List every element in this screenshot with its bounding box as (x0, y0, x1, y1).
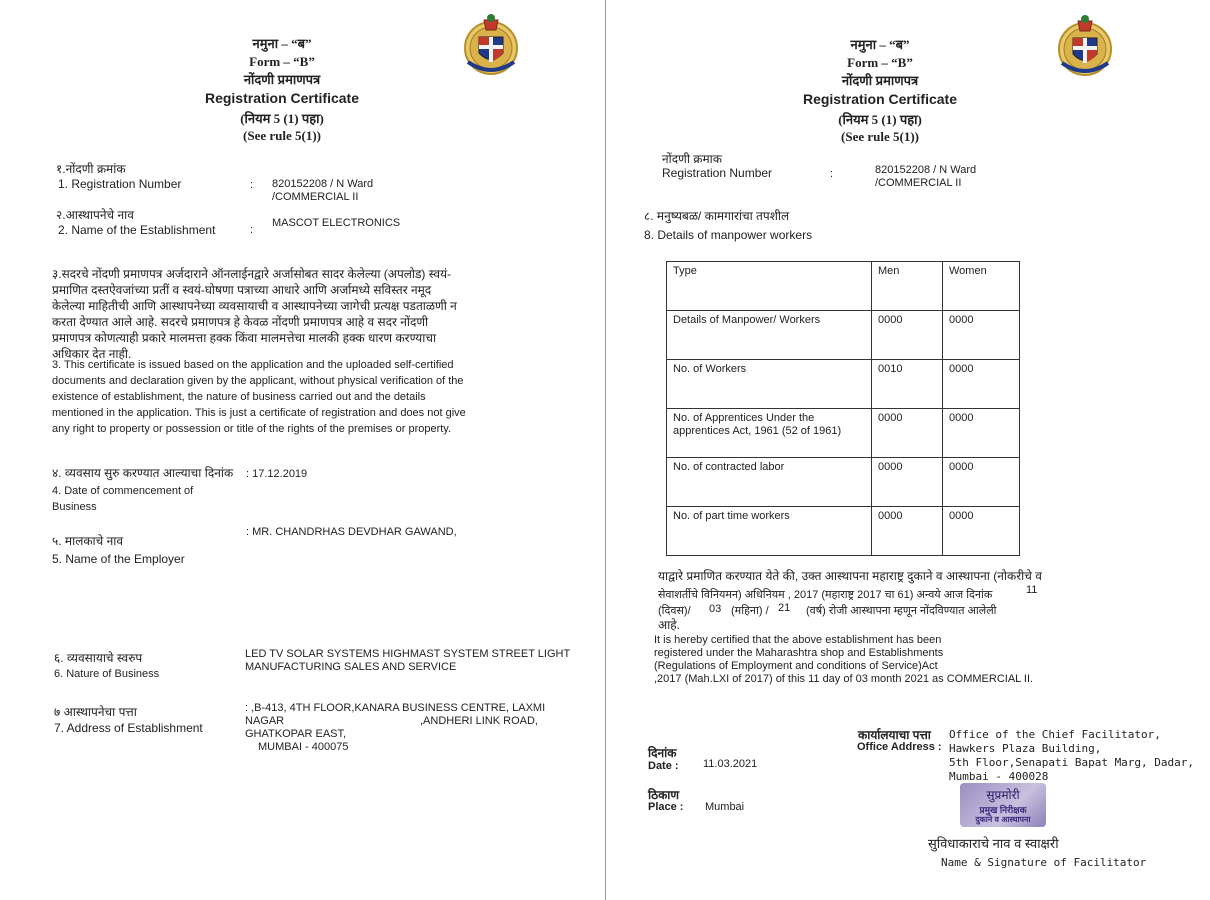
certification-marathi-line-4: आहे. (658, 618, 680, 632)
row-type: No. of contracted labor (667, 458, 872, 507)
issue-date: 11.03.2021 (703, 758, 758, 770)
form-label: Form – “B” (249, 54, 315, 69)
row-type: Details of Manpower/ Workers (667, 311, 872, 360)
cert-year: 21 (778, 602, 791, 614)
office-address-line-2: Hawkers Plaza Building, (949, 742, 1102, 755)
row-women: 0000 (943, 409, 1020, 458)
manpower-table (666, 261, 1020, 556)
address-line-4: MUMBAI - 400075 (258, 741, 349, 753)
table-row (667, 458, 1020, 507)
stamp-signature: सुप्रमोरी (986, 788, 1020, 802)
nature-value: LED TV SOLAR SYSTEMS HIGHMAST SYSTEM STREET LIGHT MANUFACTURING SALES AND SERVICE (245, 648, 570, 673)
row-men: 0000 (872, 409, 943, 458)
office-address-line-4: Mumbai - 400028 (949, 770, 1049, 783)
manpower-heading-marathi: ८. मनुष्यबळ/ कामगारांचा तपशील (644, 209, 790, 223)
commence-label-marathi: ४. व्यवसाय सुरु करण्यात आल्याचा दिनांक (52, 466, 234, 480)
certification-marathi-line-3b: (महिना) / (731, 605, 769, 617)
certification-marathi-line-1: याद्वारे प्रमाणित करण्यात येते की, उक्त आस्थापना महाराष्ट्र दुकाने व आस्थापना (नोकरीचे व (658, 569, 1042, 583)
disclaimer-english: 3. This certificate is issued based on the application and the uploaded self-certified documents and declaration given by the applicant, without physical verification of the existence of establishment, the nature of business carried out and the details mentioned in the application. This is just a certificate of registration and does not give any right to property or possession or title of the rights of the premises or property. (52, 359, 466, 435)
table-row (667, 507, 1020, 556)
table-header-row (667, 262, 1020, 311)
facilitator-label-marathi: सुविधाकाराचे नाव व स्वाक्षरी (928, 836, 1059, 851)
address-line-2b: ,ANDHERI LINK ROAD, (420, 715, 538, 727)
title-marathi: नोंदणी प्रमाणपत्र (243, 72, 321, 87)
manpower-heading: 8. Details of manpower workers (644, 228, 813, 242)
row-women: 0000 (943, 507, 1020, 556)
stamp-title: प्रमुख निरीक्षक (979, 805, 1027, 815)
row-men: 0000 (872, 458, 943, 507)
row-women: 0000 (943, 360, 1020, 409)
row-men: 0000 (872, 311, 943, 360)
table-header-type: Type (667, 262, 872, 311)
rule-english: (See rule 5(1)) (841, 129, 919, 144)
cert-day: 11 (1026, 584, 1038, 596)
certification-english-line-1: It is hereby certified that the above establishment has been (654, 634, 942, 646)
address-line-3: GHATKOPAR EAST, (245, 728, 347, 740)
municipal-seal-icon (462, 10, 520, 80)
reg-value: 820152208 / N Ward /COMMERCIAL II (875, 164, 977, 189)
row-women: 0000 (943, 458, 1020, 507)
certification-english-line-3: (Regulations of Employment and conditions of Service)Act (654, 660, 938, 672)
address-line-2a: NAGAR (245, 715, 285, 727)
page-title: Registration Certificate (204, 90, 360, 106)
page-title: Registration Certificate (802, 91, 958, 107)
name-separator: : (250, 224, 254, 236)
certification-marathi-line-3a: (दिवस)/ (658, 605, 691, 617)
reg-label: Registration Number (662, 166, 773, 180)
title-marathi: नोंदणी प्रमाणपत्र (841, 73, 919, 88)
place-label: Place : (648, 801, 684, 813)
reg-label-marathi: १.नोंदणी क्रमांक (56, 162, 126, 176)
row-women: 0000 (943, 311, 1020, 360)
form-sample-marathi: नमुना – “ब” (252, 36, 312, 51)
reg-label-marathi: नोंदणी क्रमाक (662, 152, 722, 166)
row-men: 0000 (872, 507, 943, 556)
reg-label: 1. Registration Number (58, 177, 182, 191)
form-label: Form – “B” (847, 55, 913, 70)
rule-marathi: (नियम 5 (1) पहा) (838, 112, 922, 127)
certification-english-line-4: ,2017 (Mah.LXI of 2017) of this 11 day of 03 month 2021 as COMMERCIAL II. (654, 673, 1034, 685)
employer-label-marathi: ५. मालकाचे नाव (52, 534, 124, 548)
office-address-line-3: 5th Floor,Senapati Bapat Marg, Dadar, (949, 756, 1195, 769)
address-line-1: : ,B-413, 4TH FLOOR,KANARA BUSINESS CENTRE, LAXMI (245, 702, 546, 714)
name-label-marathi: २.आस्थापनेचे नाव (56, 208, 134, 222)
table-row (667, 360, 1020, 409)
name-label: 2. Name of the Establishment (58, 223, 216, 237)
municipal-seal-icon (1056, 11, 1114, 81)
address-label: 7. Address of Establishment (54, 721, 203, 735)
row-men: 0010 (872, 360, 943, 409)
certificate-page-2 (606, 0, 1210, 900)
table-row (667, 311, 1020, 360)
rule-english: (See rule 5(1)) (243, 128, 321, 143)
facilitator-label: Name & Signature of Facilitator (941, 856, 1147, 869)
office-address-line-1: Office of the Chief Facilitator, (949, 728, 1161, 741)
rule-marathi: (नियम 5 (1) पहा) (240, 111, 324, 126)
certification-marathi-line-3c: (वर्ष) रोजी आस्थापना म्हणून नोंदविण्यात आलेली (806, 605, 997, 617)
date-label: Date : (648, 760, 679, 772)
reg-separator: : (830, 168, 834, 180)
place-label-marathi: ठिकाण (648, 788, 680, 802)
office-label-marathi: कार्यालयाचा पत्ता (858, 728, 931, 742)
reg-separator: : (250, 179, 254, 191)
certification-marathi-line-2: सेवाशर्तीचे विनियमन) अधिनियम , 2017 (महाराष्ट्र 2017 चा 61) अन्वये आज दिनांक (658, 589, 993, 601)
reg-value: 820152208 / N Ward /COMMERCIAL II (272, 178, 374, 203)
office-label: Office Address : (857, 741, 942, 753)
stamp-department: दुकाने व आस्थापना (975, 815, 1031, 824)
commence-date: : 17.12.2019 (246, 468, 308, 480)
address-label-marathi: ७ आस्थापनेचा पत्ता (54, 705, 137, 719)
nature-label: 6. Nature of Business (54, 668, 160, 680)
table-row (667, 409, 1020, 458)
nature-label-marathi: ६. व्यवसायाचे स्वरुप (54, 651, 143, 665)
signature-stamp (960, 783, 1046, 827)
employer-label: 5. Name of the Employer (52, 552, 185, 566)
table-header-women: Women (943, 262, 1020, 311)
certification-english-line-2: registered under the Maharashtra shop and Establishments (654, 647, 944, 659)
table-header-men: Men (872, 262, 943, 311)
commence-label: 4. Date of commencement of Business (52, 485, 194, 513)
employer-name: : MR. CHANDRHAS DEVDHAR GAWAND, (246, 526, 457, 538)
date-label-marathi: दिनांक (648, 746, 677, 760)
row-type: No. of Apprentices Under the apprentices Act, 1961 (52 of 1961) (667, 409, 872, 458)
issue-place: Mumbai (705, 801, 745, 813)
form-sample-marathi: नमुना – “ब” (850, 37, 910, 52)
disclaimer-marathi: ३.सदरचे नोंदणी प्रमाणपत्र अर्जदाराने ऑनलाईनद्वारे अर्जासोबत सादर केलेल्या (अपलोड) स्वयं-प्रमाणित दस्तऐवजांच्या प्रतीं व स्वयं-घोषणा पत्राच्या आधारे आणि अर्जामध्ये सविस्तर नमूद केलेल्या माहितीची आणि आस्थापनेच्या व्यवसायाची व आस्थापनेच्या जागेची प्रत्यक्ष पडताळणी न करता देण्यात आले आहे. सदरचे प्रमाणपत्र हे केवळ नोंदणी प्रमाणपत्र आहे व सदर नोंदणी प्रमाणपत्र कोणत्याही प्रकारे मालमत्ता हक्क किंवा मालमत्तेचा मालकी हक्क धारण करण्याचा अधिकार देत नाही. (52, 267, 457, 361)
row-type: No. of part time workers (667, 507, 872, 556)
cert-month: 03 (709, 603, 722, 615)
row-type: No. of Workers (667, 360, 872, 409)
establishment-name: MASCOT ELECTRONICS (272, 217, 401, 229)
